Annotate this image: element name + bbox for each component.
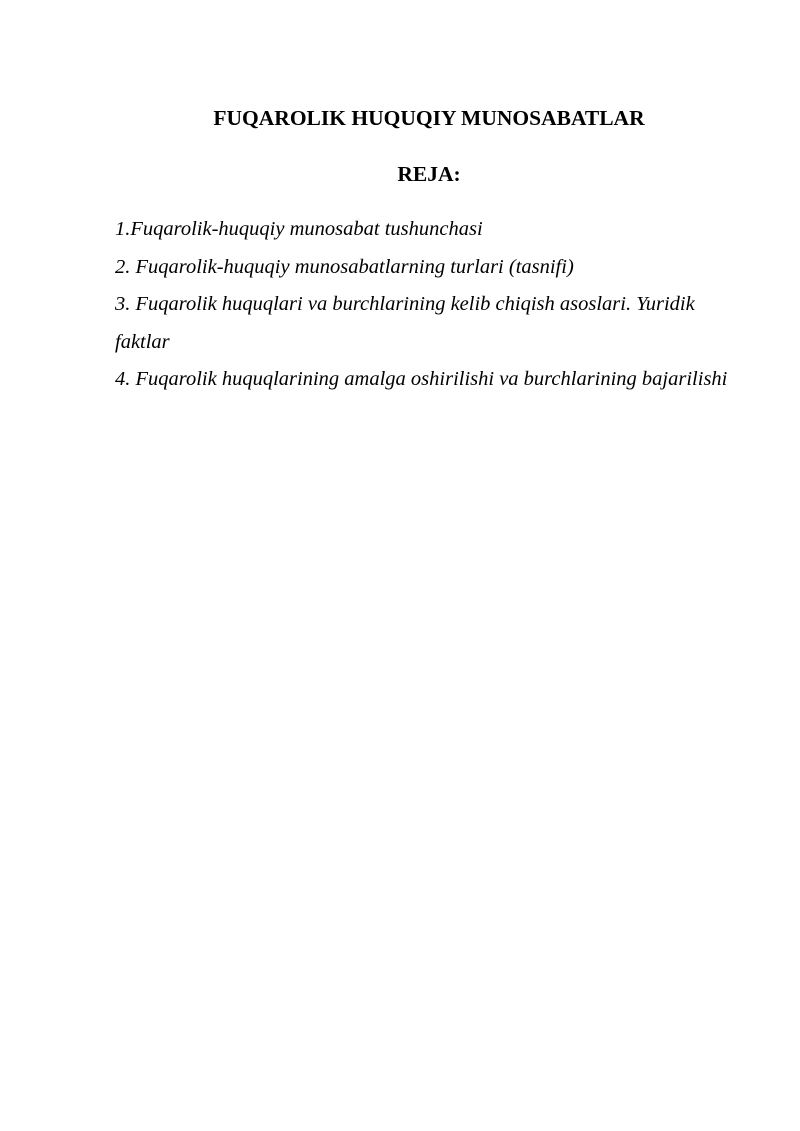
plan-list <box>115 211 740 399</box>
plan-item-3: 3. Fuqarolik huquqlari va burchlarining kelib chiqish asoslari. Yuridik faktlar <box>115 293 695 353</box>
document-title: FUQAROLIK HUQUQIY MUNOSABATLAR <box>213 106 645 130</box>
plan-heading: REJA: <box>397 162 461 186</box>
plan-item-1: 1.Fuqarolik-huquqiy munosabat tushunchasi <box>115 218 483 240</box>
plan-item-4: 4. Fuqarolik huquqlarining amalga oshirilishi va burchlarining bajarilishi <box>115 368 728 390</box>
plan-item-2: 2. Fuqarolik-huquqiy munosabatlarning turlari (tasnifi) <box>115 255 574 278</box>
